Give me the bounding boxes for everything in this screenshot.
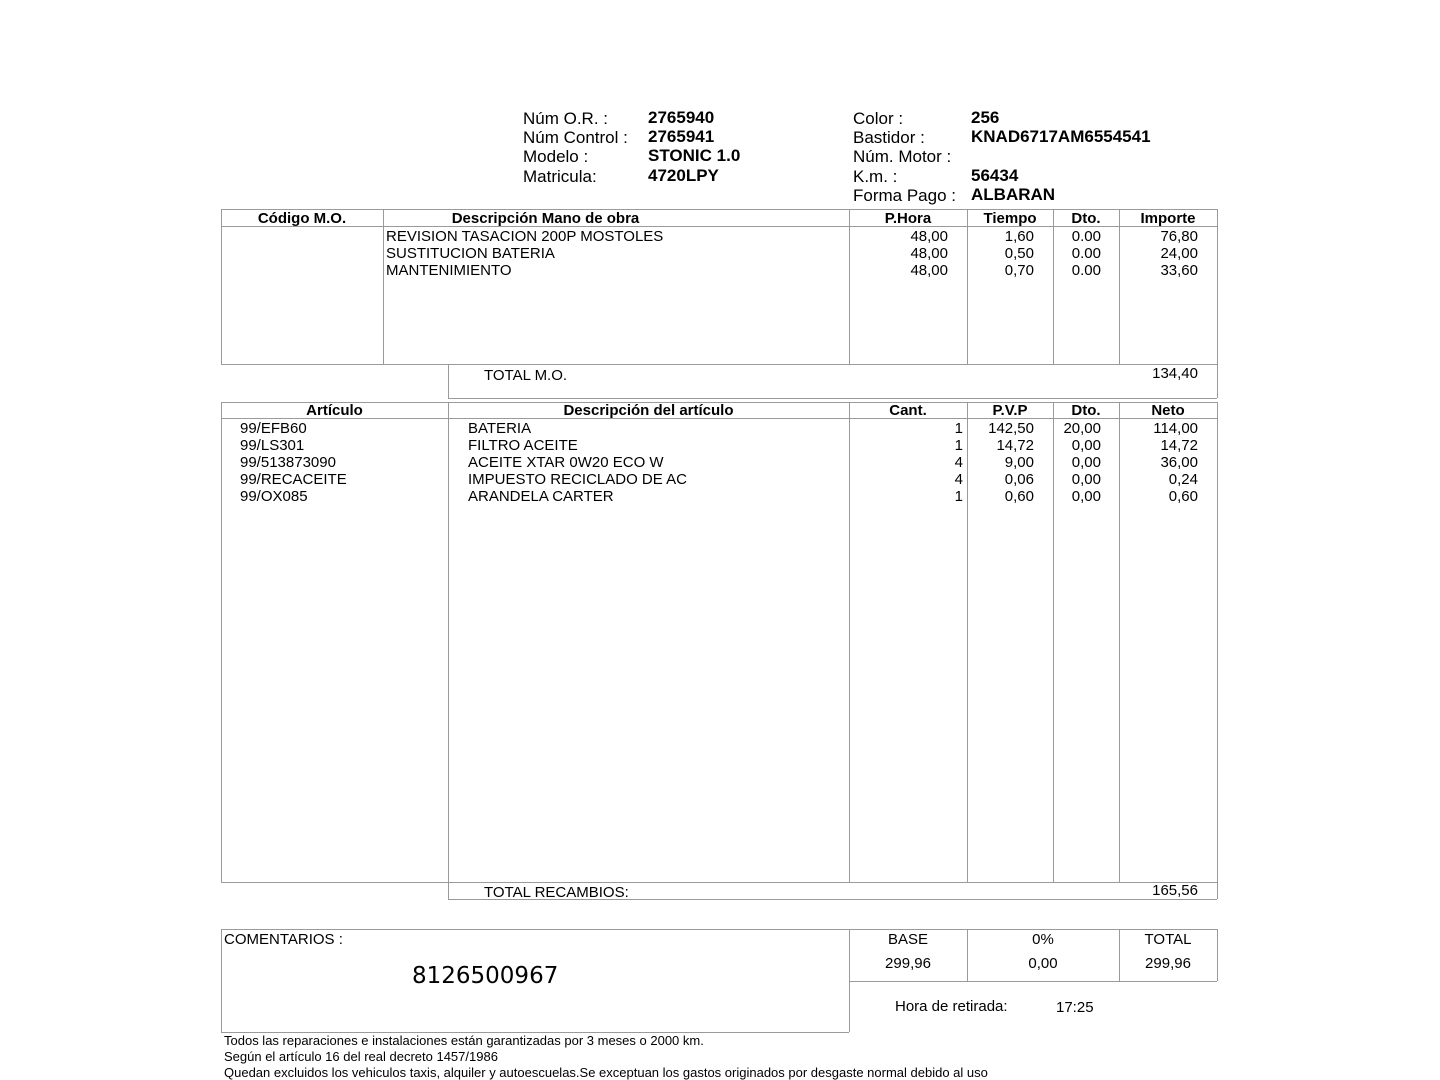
part-code: 99/LS301 [240, 437, 305, 454]
labor-time: 0,70 [1004, 262, 1034, 279]
part-code: 99/EFB60 [240, 420, 307, 437]
labor-time: 1,60 [1004, 228, 1034, 245]
mileage-value: 56434 [971, 166, 1019, 185]
labor-header-time: Tiempo [983, 210, 1037, 227]
comments-label: COMENTARIOS : [224, 931, 343, 948]
parts-header-description: Descripción del artículo [563, 402, 734, 419]
pickup-time-label: Hora de retirada: [895, 998, 1008, 1015]
part-price: 9,00 [1004, 454, 1034, 471]
labor-time: 0,50 [1004, 245, 1034, 262]
labor-description: REVISION TASACION 200P MOSTOLES [386, 228, 664, 245]
tax-label: 0% [1032, 931, 1054, 948]
part-net: 114,00 [1153, 420, 1198, 437]
part-quantity: 1 [954, 420, 963, 437]
legal-reference-note: Según el artículo 16 del real decreto 1457/1986 [224, 1049, 498, 1064]
parts-header-article: Artículo [306, 402, 363, 419]
order-number-label: Núm O.R. : [523, 109, 609, 128]
pickup-time-value: 17:25 [1056, 999, 1094, 1016]
total-label: TOTAL [1144, 931, 1192, 948]
part-discount: 0,00 [1071, 471, 1101, 488]
parts-header-net: Neto [1151, 402, 1185, 419]
comments-handwritten-number: 8126500967 [412, 963, 559, 989]
labor-discount: 0.00 [1071, 245, 1101, 262]
labor-total-label: TOTAL M.O. [484, 367, 568, 384]
model-value: STONIC 1.0 [648, 146, 741, 165]
part-net: 0,24 [1168, 471, 1198, 488]
plate-value: 4720LPY [648, 166, 719, 185]
part-quantity: 1 [954, 488, 963, 505]
parts-header-price: P.V.P [992, 402, 1028, 419]
parts-header-discount: Dto. [1071, 402, 1101, 419]
total-value: 299,96 [1145, 955, 1191, 972]
parts-header-quantity: Cant. [889, 402, 927, 419]
parts-total-label: TOTAL RECAMBIOS: [484, 884, 629, 901]
part-discount: 0,00 [1071, 454, 1101, 471]
part-code: 99/513873090 [240, 454, 336, 471]
tax-value: 0,00 [1028, 955, 1058, 972]
model-label: Modelo : [523, 147, 589, 166]
mileage-label: K.m. : [853, 167, 898, 186]
labor-header-rate: P.Hora [884, 210, 932, 227]
labor-rate: 48,00 [910, 245, 948, 262]
chassis-value: KNAD6717AM6554541 [971, 127, 1151, 146]
warranty-note: Todos las reparaciones e instalaciones están garantizadas por 3 meses o 2000 km. [224, 1033, 704, 1048]
labor-description: SUSTITUCION BATERIA [386, 245, 555, 262]
part-discount: 0,00 [1071, 488, 1101, 505]
color-value: 256 [971, 108, 1000, 127]
part-quantity: 1 [954, 437, 963, 454]
part-code: 99/OX085 [240, 488, 308, 505]
control-number-label: Núm Control : [523, 128, 628, 147]
payment-method-value: ALBARAN [971, 185, 1056, 204]
part-price: 142,50 [988, 420, 1034, 437]
order-number-value: 2765940 [648, 108, 715, 127]
labor-discount: 0.00 [1071, 228, 1101, 245]
labor-header-description: Descripción Mano de obra [451, 210, 640, 227]
color-label: Color : [853, 109, 904, 128]
part-quantity: 4 [954, 471, 963, 488]
labor-amount: 33,60 [1160, 262, 1198, 279]
part-description: FILTRO ACEITE [468, 437, 578, 454]
plate-label: Matricula: [523, 167, 597, 186]
labor-discount: 0.00 [1071, 262, 1101, 279]
labor-amount: 76,80 [1160, 228, 1198, 245]
chassis-label: Bastidor : [853, 128, 925, 147]
part-discount: 0,00 [1071, 437, 1101, 454]
labor-rate: 48,00 [910, 262, 948, 279]
parts-total-value: 165,56 [1152, 882, 1198, 899]
part-description: ACEITE XTAR 0W20 ECO W [468, 454, 664, 471]
payment-method-label: Forma Pago : [853, 186, 956, 205]
part-discount: 20,00 [1063, 420, 1101, 437]
labor-amount: 24,00 [1160, 245, 1198, 262]
part-net: 36,00 [1160, 454, 1198, 471]
part-net: 0,60 [1168, 488, 1198, 505]
part-description: IMPUESTO RECICLADO DE AC [468, 471, 687, 488]
base-value: 299,96 [885, 955, 931, 972]
part-net: 14,72 [1160, 437, 1198, 454]
part-code: 99/RECACEITE [240, 471, 347, 488]
part-price: 0,06 [1004, 471, 1034, 488]
labor-total-value: 134,40 [1152, 365, 1198, 382]
labor-header-amount: Importe [1140, 210, 1196, 227]
part-quantity: 4 [954, 454, 963, 471]
labor-header-discount: Dto. [1071, 210, 1101, 227]
labor-description: MANTENIMIENTO [386, 262, 512, 279]
part-description: ARANDELA CARTER [468, 488, 614, 505]
control-number-value: 2765941 [648, 127, 715, 146]
part-description: BATERIA [468, 420, 532, 437]
part-price: 0,60 [1004, 488, 1034, 505]
part-price: 14,72 [996, 437, 1034, 454]
exclusions-note: Quedan excluidos los vehiculos taxis, alquiler y autoescuelas.Se exceptuan los gastos originados por desgaste normal debido al uso [224, 1065, 988, 1080]
labor-header-code: Código M.O. [257, 210, 347, 227]
engine-number-label: Núm. Motor : [853, 147, 952, 166]
labor-rate: 48,00 [910, 228, 948, 245]
base-label: BASE [887, 931, 929, 948]
